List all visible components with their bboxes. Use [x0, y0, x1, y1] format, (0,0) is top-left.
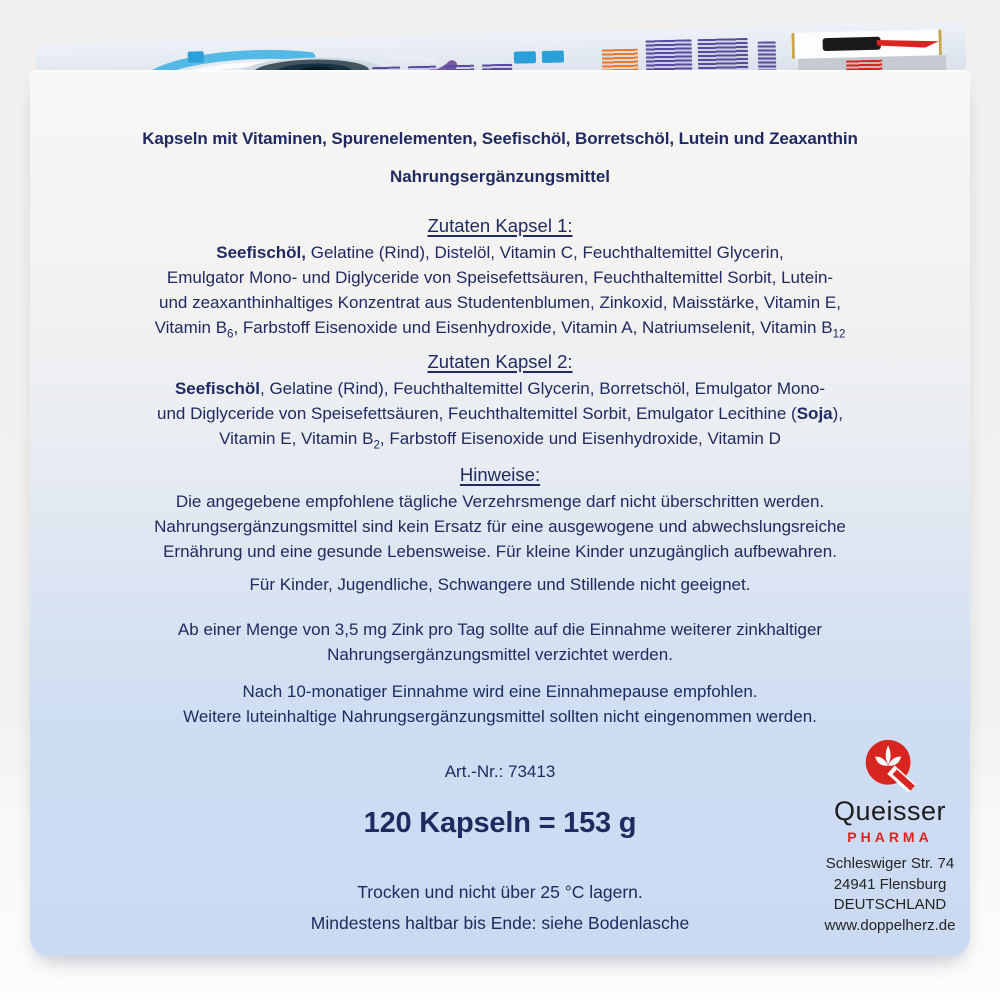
section-title-zutaten-kapsel-2: Zutaten Kapsel 2:: [427, 351, 573, 372]
address-line: www.doppelherz.de: [824, 916, 956, 934]
text-line: und Diglyceride von Speisefettsäuren, Feuchthaltemittel Sorbit, Emulgator Lecithine (Soja),: [156, 404, 844, 423]
text-line: Seefischöl, Gelatine (Rind), Feuchthaltemittel Glycerin, Borretschöl, Emulgator Mono-: [174, 379, 826, 398]
product-headline: Kapseln mit Vitaminen, Spurenelementen, Seefischöl, Borretschöl, Lutein und Zeaxanthin: [142, 129, 858, 148]
manufacturer-name: Queisser: [833, 796, 947, 826]
text-line: und zeaxanthinhaltiges Konzentrat aus Studentenblumen, Zinkoxid, Maisstärke, Vitamin E,: [159, 293, 841, 312]
text-line: Nahrungsergänzungsmittel verzichtet werden.: [327, 645, 673, 664]
flap-blue-icon: [514, 51, 536, 64]
manufacturer-division: PHARMA: [847, 829, 933, 845]
text-line: Ab einer Menge von 3,5 mg Zink pro Tag sollte auf die Einnahme weiterer zinkhaltiger: [177, 620, 823, 639]
note-children-warning: [30, 572, 970, 597]
doppelherz-red-swoosh: [877, 36, 939, 49]
doppelherz-logo-block: [791, 29, 942, 59]
quantity-statement: 120 Kapseln = 153 g: [363, 807, 637, 839]
storage-instruction: Trocken und nicht über 25 °C lagern.: [357, 882, 643, 902]
note-pause-warning: [30, 679, 970, 729]
queisser-q-leaf-logo-icon: [862, 738, 918, 794]
product-subheadline: Nahrungsergänzungsmittel: [389, 167, 611, 186]
section-title-hinweise: Hinweise:: [459, 464, 541, 485]
package-box: [30, 24, 970, 956]
text-line: Die angegebene empfohlene tägliche Verzehrsmenge darf nicht überschritten werden.: [175, 492, 825, 511]
address-line: 24941 Flensburg: [833, 875, 947, 893]
flap-blue-icon: [188, 51, 204, 62]
text-line: Nahrungsergänzungsmittel sind kein Ersatz für eine ausgewogene und abwechslungsreiche: [154, 517, 846, 536]
back-panel: [30, 70, 970, 956]
hinweise-paragraph: [30, 489, 970, 564]
text-line: Vitamin $B_6$, Farbstoff Eisenoxide und Eisenhydroxide, Vitamin A, Natriumselenit, Vitamin $B_{12}$: [154, 318, 846, 341]
doppelherz-wordmark-shape: [823, 37, 881, 51]
section-title-zutaten-kapsel-1: Zutaten Kapsel 1:: [427, 215, 573, 236]
zutaten-kapsel-2-paragraph: [30, 376, 970, 451]
text-line: Vitamin E, Vitamin $B_2$, Farbstoff Eisenoxide und Eisenhydroxide, Vitamin D: [219, 429, 781, 452]
article-number: Art.-Nr.: 73413: [444, 762, 556, 781]
manufacturer-address: [790, 854, 990, 936]
manufacturer-block: [790, 738, 990, 936]
shelf-life-note: Mindestens haltbar bis Ende: siehe Bodenlasche: [310, 913, 690, 933]
flap-blue-icon: [542, 50, 564, 63]
zutaten-kapsel-1-paragraph: [30, 240, 970, 340]
text-line: Für Kinder, Jugendliche, Schwangere und Stillende nicht geeignet.: [249, 575, 751, 594]
text-line: Ernährung und eine gesunde Lebensweise. Für kleine Kinder unzugänglich aufbewahren.: [163, 542, 837, 561]
text-line: Nach 10-monatiger Einnahme wird eine Einnahmepause empfohlen.: [242, 682, 758, 701]
text-line: Emulgator Mono- und Diglyceride von Speisefettsäuren, Feuchthaltemittel Sorbit, Lutein-: [166, 268, 834, 287]
note-zinc-warning: [30, 617, 970, 667]
text-line: Weitere luteinhaltige Nahrungsergänzungsmittel sollten nicht eingenommen werden.: [183, 707, 817, 726]
address-line: DEUTSCHLAND: [833, 896, 947, 913]
text-line: Seefischöl, Gelatine (Rind), Distelöl, Vitamin C, Feuchthaltemittel Glycerin,: [216, 243, 784, 262]
address-line: Schleswiger Str. 74: [825, 855, 955, 872]
